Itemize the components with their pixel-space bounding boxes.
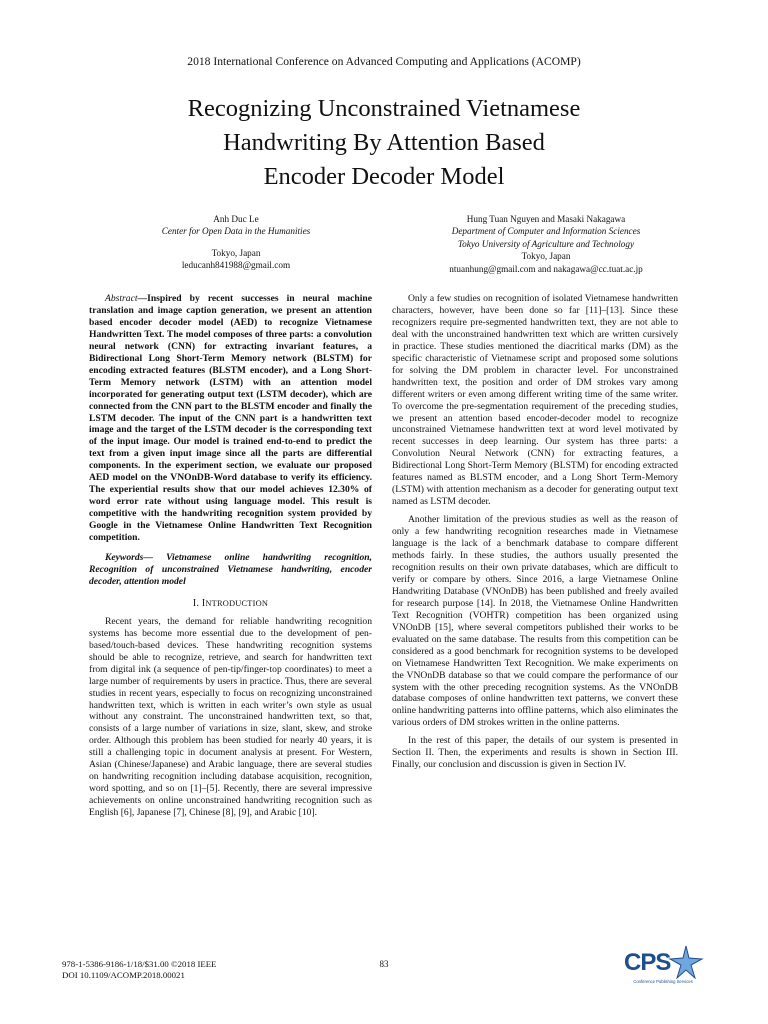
keywords-dash: — [143,552,153,564]
keywords-label: Keywords [105,552,144,564]
page-number: 83 [379,959,389,969]
keywords [89,552,372,588]
logo-text: CPS [624,949,671,976]
left-column [89,293,372,825]
author-name: Hung Tuan Nguyen and Masaki Nakagawa [466,214,626,224]
cps-logo [624,945,704,991]
author-block-left [96,213,376,272]
abstract [89,293,372,544]
author-location: Tokyo, Japan [211,247,261,258]
title-line: Recognizing Unconstrained Vietnamese [187,95,581,122]
title-line: Handwriting By Attention Based [223,129,545,156]
section-initial: I [201,597,206,609]
abstract-text: Inspired by recent successes in neural machine translation and image caption generation, we present an attention based encoder decoder model (AED) to recognize Vietnamese Handwritten Text. The model composes of three parts: a convolution neural network (CNN) for extracting invariant features, a Bidirectional Long Short-Term Memory network (BLSTM) for encoding extracted features (BLSTM encoder), and a Long Short-Term Memory network (LSTM) with an attention model incorporated for generating output text (LSTM decoder), which are connected from the CNN part to the BLSTM encoder and finally the LSTM decoder. The input of the CNN part is a handwritten text image and the target of the LSTM decoder is the corresponding text of the input image. Our model is trained end-to-end to predict the text from a given input image since all the parts are differential components. In the experiment section, we evaluate our proposed AED model on the VNOnDB-Word database to verify its efficiency. The experiential results show that our model achieves 12.30% of word error rate without using language model. This result is competitive with the handwriting recognition system provided by Google in the Vietnamese Online Handwritten Text Recognition competition. [89,293,372,544]
star-icon [668,945,704,979]
paper-title [100,92,668,194]
author-name: Anh Duc Le [213,214,259,224]
author-location: Tokyo, Japan [521,251,571,262]
author-email: ntuanhung@gmail.com and nakagawa@cc.tuat.ac.jp [449,263,643,274]
keywords-text: Vietnamese online handwriting recognition, Recognition of unconstrained Vietnamese handwriting, encoder decoder, attention model [89,552,372,587]
right-column [392,293,678,777]
author-email: leducanh841988@gmail.com [181,260,291,271]
author-affiliation: Tokyo University of Agriculture and Technology [457,238,635,249]
logo-subtext: Conference Publishing Services [633,979,693,984]
section-numeral: I. [192,597,200,609]
paragraph: Another limitation of the previous studies as well as the reason of only a few handwriting recognition researches made in Vietnamese language is the lack of a benchmark database to compare different methods fairly. In these studies, the authors usually presented the recognition results on their own private databases, which are difficult to verify or compare by others. Since 2016, a large Vietnamese Online Handwriting Database (VNOnDB) has been published and freely availed for research purpose [14]. In 2018, the Vietnamese Online Handwritten Text Recognition (VOHTR) competition has been organized using VNOnDB [15], where several competitors published their works to be evaluated on the same database. The results from this competition can be considered as a good benchmark for recognition systems to be developed on Vietnamese Handwritten Text Recognition. We make experiments on the VNOnDB database so that we could compare the performance of our system with the other preceding recognition systems. As the VNOnDB database composes of online handwritten text patterns, we convert these online handwriting patterns into offline patterns, which also eliminates the various orders of DM strokes written in the online patterns. [392,514,678,729]
author-block-right [396,213,696,275]
abstract-dash: — [137,293,148,304]
section-heading [89,598,372,610]
author-affiliation: Department of Computer and Information Sciences [451,226,641,237]
footer-doi: DOI 10.1109/ACOMP.2018.00021 [62,970,185,980]
conference-header: 2018 International Conference on Advanced Computing and Applications (ACOMP) [187,55,581,68]
abstract-label: Abstract [105,293,138,304]
footer-info [62,959,217,981]
footer-isbn: 978-1-5386-9186-1/18/$31.00 ©2018 IEEE [62,959,217,969]
section-title-rest: NTRODUCTION [205,598,269,608]
author-affiliation: Center for Open Data in the Humanities [161,226,311,237]
paragraph: In the rest of this paper, the details of our system is presented in Section II. Then, the experiments and results is shown in Section III. Finally, our conclusion and discussion is given in Section IV. [392,735,678,771]
paragraph: Recent years, the demand for reliable handwriting recognition systems has become more essential due to the development of pen-based/touch-based devices. These handwriting recognition systems should be able to recognize, retrieve, and search for handwritten text from digital ink (a sequence of pen-tip/finger-top coordinates) to meet a large number of requirements by users in practice. Thus, there are several studies in recent years, especially to focus on recognizing unconstrained handwritten text, which is written in each writer’s own style as usual without any constraint. The unconstrained handwritten text, so that, consists of a large number of variations in size, slant, skew, and stroke order. Although this problem has been studied for nearly 40 years, it is still a challenging topic in document analysis at present. For Western, Asian (Chinese/Japanese) and Arabic language, there are several studies on handwriting recognition including database acquisition, recognition, word spotting, and so on [1]–[5]. Recently, there are several impressive achievements on online unconstrained handwriting recognition such as English [6], Japanese [7], Chinese [8], [9], and Arabic [10]. [89,615,372,819]
paragraph: Only a few studies on recognition of isolated Vietnamese handwritten characters, however, have been done so far [11]–[13]. Since these recognizers require pre-segmented handwritten text, they are not able to deal with the unconstrained handwritten text which are written cursively in practice. These studies mentioned the diacritical marks (DM) as the specific characteristic of Vietnamese script and proposed some solutions for solving the DM problem in character level. For unconstrained handwritten text, the position and order of DM strokes vary among different writers or even among different writing time of the same writer. To overcome the pre-segmentation requirement of the preceding studies, we present an attention based encoder-decoder model to recognize unconstrained Vietnamese handwritten text at word level motivated by recent successes in deep learning. Our system has three parts: a Convolution Neural Network (CNN) for extracting features, a Bidirectional Long Short-Term Memory (BLSTM) for encoding extracted features named as BLSTM encoder, and a Long Short Term-Memory (LSTM) with attention mechanism as a decoder for generating output text named as LSTM decoder. [392,293,678,508]
title-line: Encoder Decoder Model [263,163,505,190]
